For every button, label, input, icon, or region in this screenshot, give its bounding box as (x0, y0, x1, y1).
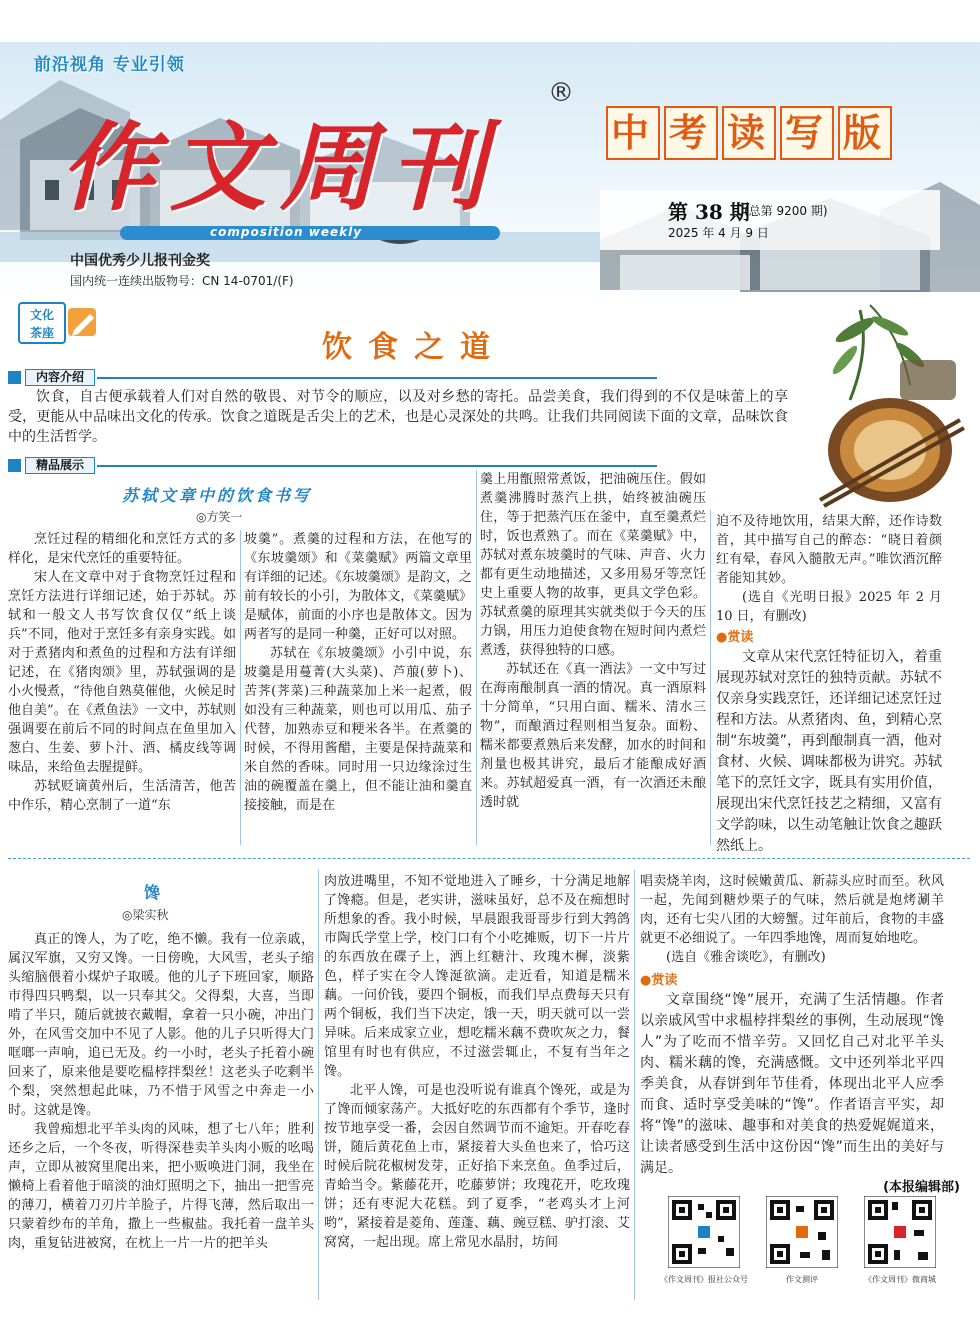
paragraph: 我曾痴想北平羊头肉的风味，想了七八年；胜利还乡之后，一个冬夜，听得深巷卖羊头肉小贩的吆喝声，立即从被窝里爬出来，把小贩唤进门洞，我坐在懒椅上看着他于暗淡的油灯照明之下，抽出一把雪亮的薄刀，横着刀刃片羊脸子，片得飞薄，然后取出一只蒙着纱布的羊角，撒上一些椒盐。我托着一盘羊头肉，重复钻进被窝，在枕上一片一片的把羊头 (8, 1122, 314, 1251)
column-divider (318, 870, 319, 1300)
source-note: (选自《光明日报》2025 年 2 月 10 日，有删改) (716, 590, 942, 624)
edition-char: 版 (838, 106, 892, 160)
qr-caption: 《作文周刊》微商城 (864, 1275, 936, 1284)
english-title: composition weekly (210, 225, 363, 239)
registered-mark: ® (548, 78, 574, 108)
article2-author: ◎梁实秋 (122, 908, 169, 922)
divider (97, 377, 657, 379)
paragraph: 烹饪过程的精细化和烹饪方式的多样化，是宋代烹饪的重要特征。 (8, 532, 236, 566)
column-badge (18, 302, 66, 344)
column-divider (710, 510, 711, 845)
paragraph: 苏轼还在《真一酒法》一文中写过在海南酿制真一酒的情况。真一酒原料十分简单，“只用白面、糯米、清水三物”，而酿酒过程则相当复杂。面粉、糯米都要煮熟后来发酵，加水的时间和剂量也极其讲究，最后才能酿成好酒来。苏轼超爱真一酒，有一次酒还未酿透时就 (480, 662, 706, 810)
paragraph: 肉放进嘴里，不知不觉地进入了睡乡，十分满足地解了馋瘾。但是，老实讲，滋味虽好，总不及在痴想时所想象的香。我小时候，早晨跟我哥哥步行到大鹁鸽市陶氏学堂上学，校门口有个小吃摊贩，切下一片片的东西放在碟子上，洒上红糖汁、玫瑰木樨，淡紫色，样子实在令人馋涎欲滴。走近看，知道是糯米藕。一问价钱，要四个铜板，而我们早点费每天只有两个铜板，我们当下决定，饿一天，明天就可以一尝异味。后来成家立业，想吃糯米藕不费吹灰之力，餐馆里有时也有供应，不过滋尝辄止，不复有当年之馋。 (324, 874, 630, 1079)
paragraph: 真正的馋人，为了吃，绝不懒。我有一位亲戚，属汉军旗，又穷又馋。一日傍晚，大风雪，老头子缩头缩脑偎着小煤炉子取暖。他的儿子下班回家，顺路市得四只鸭梨，以一只奉其父。父得梨，大喜，当即啃了半只，随后就披衣戴帽，拿着一只小碗，冲出门外，在风雪交加中不见了人影。他的儿子只听得大门哐啷一声响，追已无及。约一小时，老头子托着小碗回来了，原来他是要吃榅桲拌梨丝！这老头子吃剩半个梨，突然想起此味，乃不惜于风雪之中奔走一小时。这就是馋。 (8, 932, 314, 1118)
section-label: 精品展示 (25, 457, 95, 474)
review-text: 文章围绕“馋”展开，充满了生活情趣。作者以亲戚风雪中求榅桲拌梨丝的事例，生动展现“馋人”为了吃而不惜辛劳。又回忆自己对北平羊头肉、糯米藕的馋，充满感慨。文中还列举北平四季美食，从春饼到年节佳肴，体现出北平人应季而食、适时享受美味的“馋”。作者语言平实，却将“馋”的滋味、趣事和对美食的热爱娓娓道来，让读者感受到生活中这份因“馋”而生出的美好与满足。 (640, 992, 944, 1176)
column-divider (476, 470, 477, 845)
masthead (0, 0, 980, 300)
paragraph: 坡羹”。煮羹的过程和方法，在他写的《东坡羹颂》和《菜羹赋》两篇文章里有详细的记述。《东坡羹颂》是韵文，之前有较长的小引，为散体文，《菜羹赋》是赋体，前面的小序也是散体文。因为两者写的是同一种羹，正好可以对照。 (244, 532, 472, 642)
editor-note: (本报编辑部) (883, 1180, 960, 1195)
masthead-slogan: 前沿视角 专业引领 (34, 55, 185, 75)
section-marker (8, 459, 21, 472)
section-divider (8, 858, 970, 859)
award-text: 中国优秀少儿报刊金奖 (70, 253, 210, 269)
edition-char: 读 (722, 106, 776, 160)
publication-number: 国内统一连续出版物号：CN 14-0701/(F) (70, 274, 294, 288)
edition-title (606, 106, 922, 166)
qr-caption: 作文测评 (786, 1275, 818, 1284)
paragraph: 苏轼在《东坡羹颂》小引中说，东坡羹是用蔓菁(大头菜)、芦菔(萝卜)、苦荠(荠菜)三种蔬菜加上米一起煮，假如没有三种蔬菜，则也可以用瓜、茄子代替，加熟赤豆和粳米各半。在煮羹的时候，不得用酱醋，主要是保持蔬菜和米自然的香味。同时用一只边缘涂过生油的碗覆盖在羹上，但不能让油和羹直接接触，而是在 (244, 646, 472, 813)
paragraph: 苏轼贬谪黄州后，生活清苦，他苦中作乐，精心烹制了一道“东 (8, 779, 236, 813)
newspaper-logo: 作文周刊 (60, 111, 500, 224)
column-divider (240, 530, 241, 845)
qr-code-icon[interactable] (668, 1196, 740, 1268)
review-label: ●赏读 (640, 973, 678, 988)
paragraph: 宋人在文章中对于食物烹饪过程和烹饪方法进行详细记述，始于苏轼。苏轼和一般文人书写饮食仅仅“纸上谈兵”不同，他对于烹饪多有亲身实践。如对于煮猪肉和煮鱼的过程和方法有详细记述，在《猪肉颂》里，苏轼强调的是小火慢煮，“待他自熟莫催他，火候足时他自美”。在《煮鱼法》一文中，苏轼则强调要在前后不同的时间点在鱼里加入葱白、生姜、萝卜汁、酒、橘皮线等调味品，来给鱼去腥提鲜。 (8, 570, 236, 775)
qr-code-icon[interactable] (766, 1196, 838, 1268)
paragraph: 羹上用甑照常煮饭，把油碗压住。假如煮羹沸腾时蒸汽上拱，始终被油碗压住，等于把蒸汽压在釜中，直至羹煮烂时，饭也煮熟了。而在《菜羹赋》中，苏轼对煮东坡羹时的气味、声音、火力都有更生动地描述，又多用易牙等烹饪史上重要人物的故事，更具文学色彩。苏轼煮羹的原理其实就类似于今天的压力锅，用压力迫使食物在短时间内煮烂煮透，获得独特的口感。 (480, 472, 706, 658)
issue-number: 第 38 期 (668, 200, 750, 224)
article1-column-3 (480, 470, 706, 812)
edition-char: 写 (780, 106, 834, 160)
article1-column-4 (716, 512, 942, 857)
bowl-chopsticks-illustration (800, 300, 970, 510)
section-marker (8, 371, 21, 384)
qr-code-icon[interactable] (864, 1196, 936, 1268)
qr-codes (658, 1196, 948, 1306)
article1-column-2 (244, 530, 472, 815)
article1-column-1 (8, 530, 236, 815)
issue-date: 2025 年 4 月 9 日 (668, 226, 769, 240)
article2-title: 馋 (144, 883, 161, 902)
review-text: 文章从宋代烹饪特征切入，着重展现苏轼对烹饪的独特贡献。苏轼不仅亲身实践烹饪，还详细记述烹饪过程和方法。从煮猪肉、鱼，到精心烹制“东坡羹”，再到酿制真一酒，他对食材、火候、调味都极为讲究。苏轼笔下的烹饪文字，既具有实用价值，展现出宋代烹饪技艺之精细，又富有文学韵味，以生动笔触让饮食之趣跃然纸上。 (716, 649, 942, 854)
edition-char: 中 (606, 106, 660, 160)
article2-column-1 (8, 930, 314, 1253)
divider (97, 465, 657, 467)
page-title: 饮食之道 (322, 330, 506, 365)
section-label: 内容介绍 (25, 369, 95, 386)
review-label: ●赏读 (716, 630, 754, 645)
article1-author: ◎方笑一 (196, 510, 243, 524)
article2-column-3 (640, 872, 944, 1179)
article1-title: 苏轼文章中的饮食书写 (122, 486, 313, 505)
source-note: (选自《雅舍谈吃》，有删改) (666, 950, 826, 965)
intro-text: 饮食，自古便承载着人们对自然的敬畏、对节令的顺应，以及对乡愁的寄托。品尝美食，我们得到的不仅是味蕾上的享受，更能从中品味出文化的传承。饮食之道既是舌尖上的艺术，也是心灵深处的共鸣。让我们共同阅读下面的文章，品味饮食中的生活哲学。 (8, 389, 788, 445)
qr-caption: 《作文周刊》报社公众号 (660, 1275, 748, 1284)
edition-char: 考 (664, 106, 718, 160)
badge-line: 茶座 (29, 326, 54, 340)
issue-total: (总第 9200 期) (744, 204, 828, 218)
paragraph: 迫不及待地饮用，结果大醉，还作诗数首，其中描写自己的醉态：“晓日着颜红有晕，春风入髓散无声。”唯饮酒沉醉者能知其妙。 (716, 514, 942, 586)
paragraph: 北平人馋，可是也没听说有谁真个馋死，或是为了馋而倾家荡产。大抵好吃的东西都有个季节，逢时按节地享受一番，会因自然调节而不逾矩。开春吃春饼，随后黄花鱼上市，紧接着大头鱼也来了，恰巧这时候后院花椒树发芽，正好掐下来烹鱼。鱼季过后，青蛤当令。紫藤花开，吃藤萝饼；玫瑰花开，吃玫瑰饼；还有枣泥大花糕。到了夏季，“老鸡头才上河哟”，紧接着是菱角、莲蓬、藕、豌豆糕、驴打滚、艾窝窝，一起出现。席上常见水晶肘，坊间 (324, 1083, 630, 1250)
column-divider (634, 870, 635, 1300)
section-header-intro (8, 369, 657, 386)
badge-line: 文化 (29, 308, 54, 322)
pen-icon (64, 302, 104, 342)
paragraph: 唱卖烧羊肉，这时候嫩黄瓜、新蒜头应时而至。秋风一起，先闻到糖炒栗子的气味，然后就是炮烤涮羊肉，还有七尖八团的大螃蟹。过年前后，食物的丰盛就更不必细说了。一年四季地馋，周而复始地吃。 (640, 874, 944, 946)
article2-column-2 (324, 872, 630, 1252)
